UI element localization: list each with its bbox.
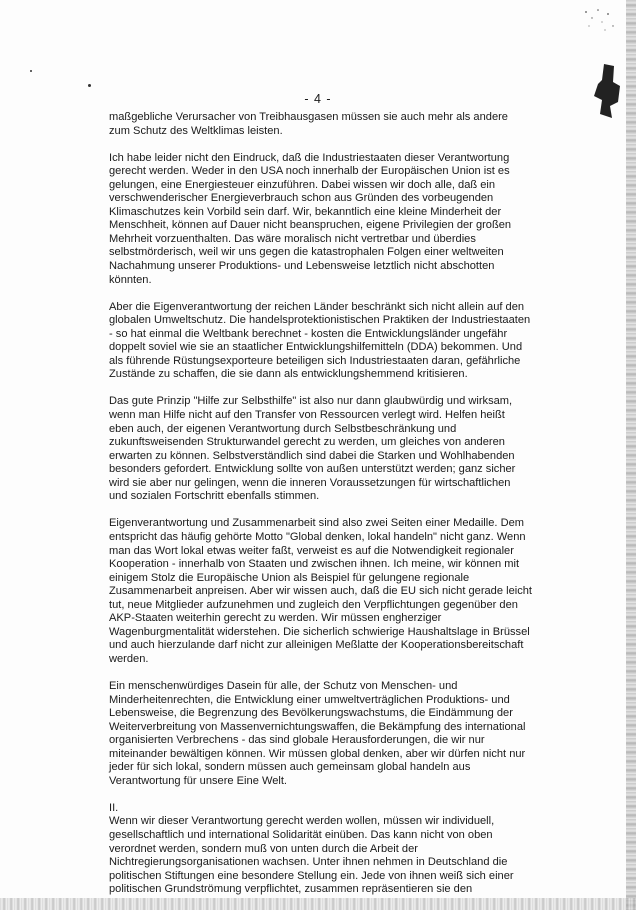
text-line: globalen Umweltschutz. Die handelsprotektionistischen Praktiken der Industriestaaten — [109, 314, 531, 327]
text-line: Verantwortung für unsere Eine Welt. — [109, 774, 288, 787]
document-body — [109, 111, 561, 910]
text-line: verschwenderischer Energieverbrauch schon aus Gründen des vorbeugenden — [109, 192, 494, 205]
text-line: werden. — [109, 652, 149, 665]
text-line: Das gute Prinzip "Hilfe zur Selbsthilfe" ist also nur dann glaubwürdig und wirksam, — [109, 395, 513, 408]
text-line: doppelt soviel wie sie an staatlicher Entwicklungshilfemitteln (DDA) bekommen. Und — [109, 341, 523, 354]
page-number: - 4 - — [304, 92, 332, 106]
scan-edge-right — [626, 0, 636, 910]
text-line: gelungen, eine Energiesteuer einzuführen. Dabei wissen wir doch alle, daß ein — [109, 178, 496, 191]
paragraph — [109, 802, 561, 897]
text-line: gesellschaftlich und international Solidarität einüben. Das kann nicht von oben — [109, 828, 493, 841]
text-line: Ich habe leider nicht den Eindruck, daß die Industriestaaten dieser Verantwortung — [109, 151, 510, 164]
paragraph — [109, 395, 561, 503]
text-line: AKP-Staaten weiterhin gerecht zu werden. Wir müssen engherziger — [109, 612, 442, 625]
text-line: zum Schutz des Weltklimas leisten. — [109, 124, 283, 137]
text-line: Nachahmung unserer Produktions- und Lebensweise letztlich nicht abschotten — [109, 260, 495, 273]
text-line: Kooperation - innerhalb von Staaten und zwischen ihnen. Ich meine, wir können mit — [109, 558, 520, 571]
text-line: wenn man Hilfe nicht auf den Transfer von Ressourcen verlegt wird. Helfen heißt — [109, 409, 505, 422]
text-line: gerecht werden. Weder in den USA noch innerhalb der Europäischen Union ist es — [109, 165, 510, 178]
text-line: Menschheit, können auf Dauer nicht beanspruchen, eigene Privilegien der großen — [109, 219, 512, 232]
text-line: politischen Stiftungen eine besondere Stellung ein. Jede von ihnen weiß sich einer — [109, 869, 514, 882]
text-line: Mehrheit vorzuenthalten. Das wäre moralisch nicht vertretbar und überdies — [109, 232, 476, 245]
text-line: - so hat einmal die Weltbank berechnet - kosten die Entwicklungsländer ungefähr — [109, 327, 508, 340]
text-line: politischen Grundströmung verpflichtet, zusammen repräsentieren sie den — [109, 883, 473, 896]
text-line: II. — [109, 801, 119, 814]
text-line: man das Wort lokal etwas weiter faßt, verweist es auf die Notwendigkeit regionaler — [109, 544, 514, 557]
scan-dot — [88, 84, 91, 87]
text-line: maßgebliche Verursacher von Treibhausgasen müssen sie auch mehr als andere — [109, 111, 508, 123]
text-line: organisierten Verbrechens - das sind globale Herausforderungen, die wir nur — [109, 734, 485, 747]
text-line: einigem Stolz die Europäische Union als Beispiel für gelungene regionale — [109, 571, 470, 584]
text-line: könnten. — [109, 273, 152, 286]
text-line: Zustände zu schaffen, die sie dann als entwicklungshemmend kritisieren. — [109, 368, 468, 381]
text-line: besonders gefordert. Entwicklung sollte von außen unterstützt werden; ganz sicher — [109, 463, 516, 476]
text-line: zukunftsweisenden Strukturwandel gerecht zu werden, um gleiches von anderen — [109, 436, 505, 449]
paragraph — [109, 680, 561, 788]
text-line: Zusammenarbeit anpreisen. Aber wir wissen auch, daß die EU sich nicht gerade leicht — [109, 585, 533, 598]
text-line: selbstmörderisch, weil wir uns gegen die katastrophalen Folgen einer weltweiten — [109, 246, 504, 259]
text-line: erwarten zu können. Selbstverständlich sind dabei die Starken und Wohlhabenden — [109, 449, 515, 462]
text-line: Wenn wir dieser Verantwortung gerecht werden wollen, müssen wir individuell, — [109, 815, 495, 828]
text-line: und auch hierzulande darf nicht zur alleinigen Meßlatte der Kooperationsbereitschaft — [109, 639, 524, 652]
text-line: Aber die Eigenverantwortung der reichen Länder beschränkt sich nicht allein auf den — [109, 300, 525, 313]
scan-dot — [30, 70, 32, 72]
text-line: Eigenverantwortung und Zusammenarbeit sind also zwei Seiten einer Medaille. Dem — [109, 517, 524, 530]
text-line: Ein menschenwürdiges Dasein für alle, der Schutz von Menschen- und — [109, 679, 458, 692]
text-line: und sozialen Fortschritt ebenfalls stimmen. — [109, 490, 320, 503]
text-line: entspricht das häufig gehörte Motto "Global denken, lokal handeln" nicht ganz. Wenn — [109, 530, 526, 543]
text-line: eben auch, der eigenen Verantwortung durch Selbstbeschränkung und — [109, 422, 457, 435]
text-line: Minderheitenrechten, die Entwicklung einer umweltverträglichen Produktions- und — [109, 693, 510, 706]
text-line: miteinander bewältigen können. Wir müssen global denken, aber wir dürfen nicht nur — [109, 747, 526, 760]
paragraph — [109, 152, 561, 287]
text-line: als führende Rüstungsexporteure beteiligen sich Industriestaaten daran, gefährliche — [109, 354, 521, 367]
text-line: Weiterverbreitung von Massenvernichtungswaffen, die Bekämpfung des international — [109, 720, 526, 733]
text-line: Nichtregierungsorganisationen wachsen. Unter ihnen nehmen in Deutschland die — [109, 856, 508, 869]
text-line: verordnet werden, sondern muß von unten durch die Arbeit der — [109, 842, 418, 855]
text-line: jeder für sich lokal, sondern müssen auch gemeinsam global handeln aus — [109, 761, 471, 774]
paragraph — [109, 111, 561, 138]
text-line: Lebensweise, die Begrenzung des Bevölkerungswachstums, die Eindämmung der — [109, 707, 513, 720]
paragraph — [109, 517, 561, 666]
paragraph — [109, 301, 561, 382]
text-line: tut, neue Mitglieder aufzunehmen und zugleich den Verpflichtungen gegenüber den — [109, 598, 518, 611]
scan-speckle-mark — [580, 4, 620, 34]
ink-blot-mark — [590, 62, 624, 120]
text-line: Klimaschutzes kein Vorbild sein darf. Wir, bekanntlich eine kleine Minderheit der — [109, 205, 502, 218]
text-line: Wagenburgmentalität widerstehen. Die sicherlich schwierige Haushaltslage in Brüssel — [109, 625, 530, 638]
text-line: wird sie aber nur gelingen, wenn die inneren Voraussetzungen für wirtschaftlichen — [109, 476, 511, 489]
